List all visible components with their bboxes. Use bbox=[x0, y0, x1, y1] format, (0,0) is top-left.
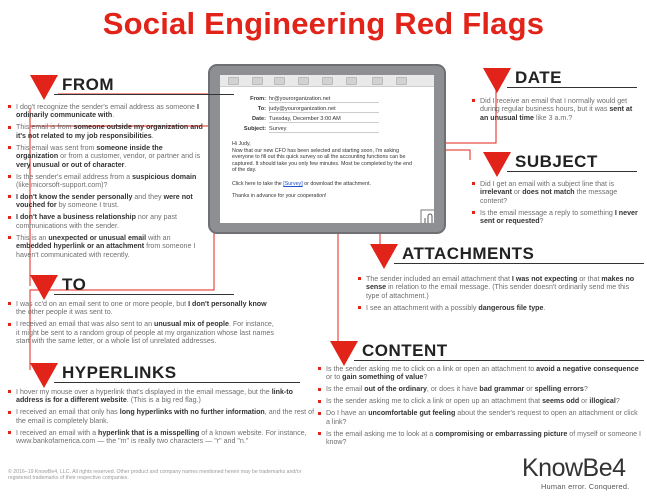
email-to-label: To: bbox=[257, 106, 266, 112]
section-hyperlinks-title: HYPERLINKS bbox=[62, 363, 177, 382]
email-from-value: hr@yourorganization.net bbox=[269, 96, 379, 103]
item-text: from someone I haven't communicated with recently. bbox=[16, 242, 196, 259]
email-subject-label: Subject: bbox=[243, 126, 266, 132]
toolbar-button[interactable] bbox=[298, 77, 309, 85]
item-text: , and the rest of the email is completely blank. bbox=[16, 408, 315, 425]
emphasis-text: gain something of value bbox=[342, 373, 424, 382]
emphasis-text: does not match bbox=[522, 188, 575, 197]
email-subject-value: Survey bbox=[269, 126, 379, 133]
emphasis-text: someone inside the organization bbox=[16, 143, 163, 161]
heading-underline bbox=[507, 87, 637, 88]
email-screen bbox=[220, 75, 434, 223]
heading-underline bbox=[507, 171, 637, 172]
red-flag-item bbox=[8, 320, 276, 345]
email-date-row bbox=[232, 116, 379, 123]
toolbar-button[interactable] bbox=[228, 77, 239, 85]
item-text: or bbox=[511, 188, 523, 197]
emphasis-text: suspicious domain bbox=[132, 172, 197, 181]
emphasis-text: I don't have a business relationship bbox=[16, 213, 136, 222]
emphasis-text: spelling errors bbox=[534, 385, 584, 394]
item-text: Is the sender asking me to click on a link or open an attachment to bbox=[326, 365, 537, 373]
red-flag-item bbox=[318, 397, 642, 405]
email-link-before: Click here to take the bbox=[232, 181, 284, 187]
item-text: The sender included an email attachment that bbox=[366, 275, 512, 283]
emphasis-text: I don't know the sender personally bbox=[16, 193, 133, 202]
item-text: nor any past communications with the sender. bbox=[16, 213, 177, 230]
red-flag-item bbox=[8, 388, 320, 405]
item-text: like 3 a.m.? bbox=[534, 113, 573, 122]
item-text: . (This is a big red flag.) bbox=[126, 396, 201, 405]
red-flag-item bbox=[8, 144, 203, 169]
item-text: I was cc'd on an email sent to one or more people, but bbox=[16, 300, 189, 308]
attachment-icon[interactable] bbox=[420, 209, 434, 223]
item-text: . bbox=[124, 160, 127, 169]
emphasis-text: irrelevant bbox=[480, 188, 512, 197]
item-text: Did I receive an email that I normally would get during regular business hours, but it was bbox=[480, 97, 628, 114]
red-flag-item bbox=[318, 409, 642, 426]
red-flag-item bbox=[8, 429, 320, 446]
emphasis-text: out of the ordinary bbox=[364, 385, 427, 394]
emphasis-text: compromising or embarrassing picture bbox=[435, 429, 568, 438]
item-text: Is the email bbox=[326, 385, 365, 394]
emphasis-text: I never sent or requested bbox=[480, 208, 638, 226]
item-text: in relation to the email message. (This sender doesn't ordinarily send me this type of attachment.) bbox=[366, 283, 630, 300]
email-window bbox=[208, 64, 446, 234]
red-flag-item bbox=[472, 209, 642, 226]
red-flag-triangle-icon bbox=[30, 75, 60, 101]
email-from-row bbox=[232, 96, 379, 103]
emphasis-text: very unusual or out of character bbox=[16, 160, 125, 169]
emphasis-text: link-to address is for a different website bbox=[16, 388, 293, 405]
toolbar-button[interactable] bbox=[372, 77, 383, 85]
section-attachments-list bbox=[358, 275, 644, 316]
item-text: Is the sender asking me to click a link or open up an attachment that bbox=[326, 397, 543, 406]
item-text: This email is from bbox=[16, 123, 74, 132]
email-date-value: Tuesday, December 3:00 AM bbox=[269, 116, 379, 123]
red-flag-triangle-icon bbox=[30, 275, 60, 301]
email-link-line bbox=[232, 181, 412, 187]
copyright-text: © 2016–19 KnowBe4, LLC. All rights reserved. Other product and company names mentioned herein may be trademarks and/or registered trademarks of their respective companies. bbox=[8, 469, 302, 482]
section-from-title: FROM bbox=[62, 75, 115, 94]
red-flag-item bbox=[358, 304, 644, 312]
red-flag-triangle-icon bbox=[370, 244, 400, 270]
red-flag-item bbox=[8, 408, 320, 425]
red-flag-item bbox=[8, 173, 203, 190]
email-greeting: Hi Judy, bbox=[232, 141, 251, 147]
section-to-list bbox=[8, 300, 276, 349]
heading-underline bbox=[54, 382, 300, 383]
item-text: . For instance, it might be sent to a random group of people at my organization whose last names start with the same letter, or a whole list of unrelated addresses. bbox=[16, 320, 274, 346]
knowbe4-logo: KnowBe4 bbox=[522, 454, 626, 482]
red-flag-item bbox=[8, 234, 203, 259]
emphasis-text: bad grammar bbox=[479, 385, 525, 394]
section-date-list bbox=[472, 97, 642, 126]
red-flag-triangle-icon bbox=[483, 152, 513, 178]
emphasis-text: I don't personally know bbox=[188, 300, 267, 308]
item-text: or to bbox=[326, 373, 343, 382]
red-flag-item bbox=[8, 123, 203, 140]
emphasis-text: embedded hyperlink or an attachment bbox=[16, 242, 145, 251]
item-text: , or does it have bbox=[426, 385, 480, 394]
emphasis-text: I was not expecting bbox=[511, 275, 578, 283]
item-text: of myself or someone I know? bbox=[326, 429, 642, 447]
item-text: . bbox=[112, 111, 115, 120]
emphasis-text: someone outside my organization and it's not related to my job responsibilities bbox=[16, 123, 203, 140]
item-text: the message content? bbox=[480, 188, 618, 205]
toolbar-button[interactable] bbox=[322, 77, 333, 85]
section-content-list bbox=[318, 365, 642, 450]
item-text: I see an attachment with a possibly bbox=[366, 303, 479, 312]
red-flag-triangle-icon bbox=[330, 341, 360, 367]
heading-underline bbox=[54, 94, 234, 95]
email-survey-link[interactable]: [Survey] bbox=[283, 181, 303, 187]
email-paragraph: Now that our new CFO has been selected and starting soon, I'm asking everyone to fill out this quick survey so all the accounting functions can be captured. It should take you only few minutes. Most be completed by the end of the day. bbox=[232, 148, 412, 173]
email-closing: Thanks in advance for your cooperation! bbox=[232, 193, 327, 199]
item-text: or bbox=[524, 385, 535, 394]
red-flag-item bbox=[8, 300, 276, 317]
item-text: the other people it was sent to. bbox=[16, 308, 113, 317]
red-flag-item bbox=[358, 275, 644, 300]
section-subject-list bbox=[472, 180, 642, 229]
emphasis-text: were not vouched for bbox=[16, 193, 193, 210]
logo-tagline: Human error. Conquered. bbox=[541, 482, 630, 491]
emphasis-text: unusual mix of people bbox=[154, 320, 229, 329]
item-text: I don't recognize the sender's email address as someone bbox=[16, 103, 197, 111]
email-toolbar bbox=[220, 75, 434, 87]
emphasis-text: hyperlink that is a misspelling bbox=[98, 428, 200, 437]
item-text: ? bbox=[583, 385, 588, 394]
emphasis-text: seems odd bbox=[542, 397, 580, 406]
toolbar-button[interactable] bbox=[346, 77, 357, 85]
item-text: I received an email that was also sent to an bbox=[16, 320, 155, 329]
heading-underline bbox=[394, 263, 644, 264]
red-flag-item bbox=[8, 213, 203, 230]
item-text: or from a customer, vendor, or partner and is bbox=[58, 152, 201, 161]
item-text: ? bbox=[615, 397, 620, 406]
item-text: or bbox=[579, 397, 590, 406]
red-flag-item bbox=[472, 97, 642, 122]
item-text: ? bbox=[423, 373, 428, 382]
red-flag-triangle-icon bbox=[30, 363, 60, 389]
item-text: or that bbox=[577, 275, 602, 283]
section-date-title: DATE bbox=[515, 68, 563, 87]
email-subject-row bbox=[232, 126, 379, 133]
red-flag-triangle-icon bbox=[483, 68, 513, 94]
section-content-title: CONTENT bbox=[362, 341, 448, 360]
item-text: (like micorsoft-support.com)? bbox=[16, 181, 108, 190]
red-flag-item bbox=[8, 103, 203, 120]
item-text: with an bbox=[146, 233, 171, 242]
toolbar-button[interactable] bbox=[274, 77, 285, 85]
section-from-list bbox=[8, 103, 203, 263]
section-attachments-title: ATTACHMENTS bbox=[402, 244, 535, 263]
item-text: and they bbox=[132, 193, 164, 202]
section-to-title: TO bbox=[62, 275, 87, 294]
emphasis-text: illogical bbox=[589, 397, 616, 406]
emphasis-text: uncomfortable gut feeling bbox=[368, 409, 456, 418]
item-text: I received an email that only has bbox=[16, 408, 120, 417]
emphasis-text: sent at an unusual time bbox=[480, 105, 633, 122]
email-from-label: From: bbox=[250, 96, 266, 102]
item-text: I received an email with a bbox=[16, 428, 99, 437]
red-flag-item bbox=[318, 385, 642, 393]
red-flag-item bbox=[472, 180, 642, 205]
section-hyperlinks-list bbox=[8, 388, 320, 449]
item-text: This is an bbox=[16, 233, 49, 242]
item-text: This email was sent from bbox=[16, 143, 97, 152]
item-text: Do I have an bbox=[326, 409, 369, 418]
emphasis-text: makes no sense bbox=[366, 275, 635, 292]
emphasis-text: long hyperlinks with no further information bbox=[119, 408, 265, 417]
item-text: about the sender's request to open an attachment or click a link? bbox=[326, 409, 638, 426]
item-text: Is the email message a reply to something bbox=[480, 208, 615, 217]
item-text: by someone I trust. bbox=[56, 201, 119, 210]
emphasis-text: dangerous file type bbox=[478, 303, 544, 312]
item-text: . bbox=[151, 131, 154, 140]
red-flag-item bbox=[8, 193, 203, 210]
heading-underline bbox=[354, 360, 644, 361]
toolbar-button[interactable] bbox=[252, 77, 263, 85]
section-subject-title: SUBJECT bbox=[515, 152, 598, 171]
item-text: . bbox=[543, 303, 546, 312]
red-flag-item bbox=[318, 365, 642, 382]
emphasis-text: I ordinarily communicate with bbox=[16, 103, 199, 120]
item-text: of a known website. For instance, www.bankofarnerica.com — the "m" is really two characters — "r" and "n." bbox=[16, 428, 307, 446]
item-text: I hover my mouse over a hyperlink that's displayed in the email message, but the bbox=[16, 388, 272, 396]
item-text: Is the sender's email address from a bbox=[16, 172, 133, 181]
email-link-after: or download the attachment. bbox=[302, 181, 371, 187]
email-date-label: Date: bbox=[252, 116, 266, 122]
page-title: Social Engineering Red Flags bbox=[102, 6, 545, 41]
toolbar-button[interactable] bbox=[396, 77, 407, 85]
emphasis-text: avoid a negative consequence bbox=[536, 365, 639, 373]
red-flag-item bbox=[318, 430, 642, 447]
item-text: Is the email asking me to look at a bbox=[326, 429, 436, 438]
emphasis-text: unexpected or unusual email bbox=[48, 233, 147, 242]
email-to-row bbox=[232, 106, 379, 113]
item-text: Did I get an email with a subject line that is bbox=[480, 180, 615, 188]
item-text: ? bbox=[539, 217, 544, 226]
email-to-value: judy@yourorganization.net bbox=[269, 106, 379, 113]
heading-underline bbox=[54, 294, 234, 295]
